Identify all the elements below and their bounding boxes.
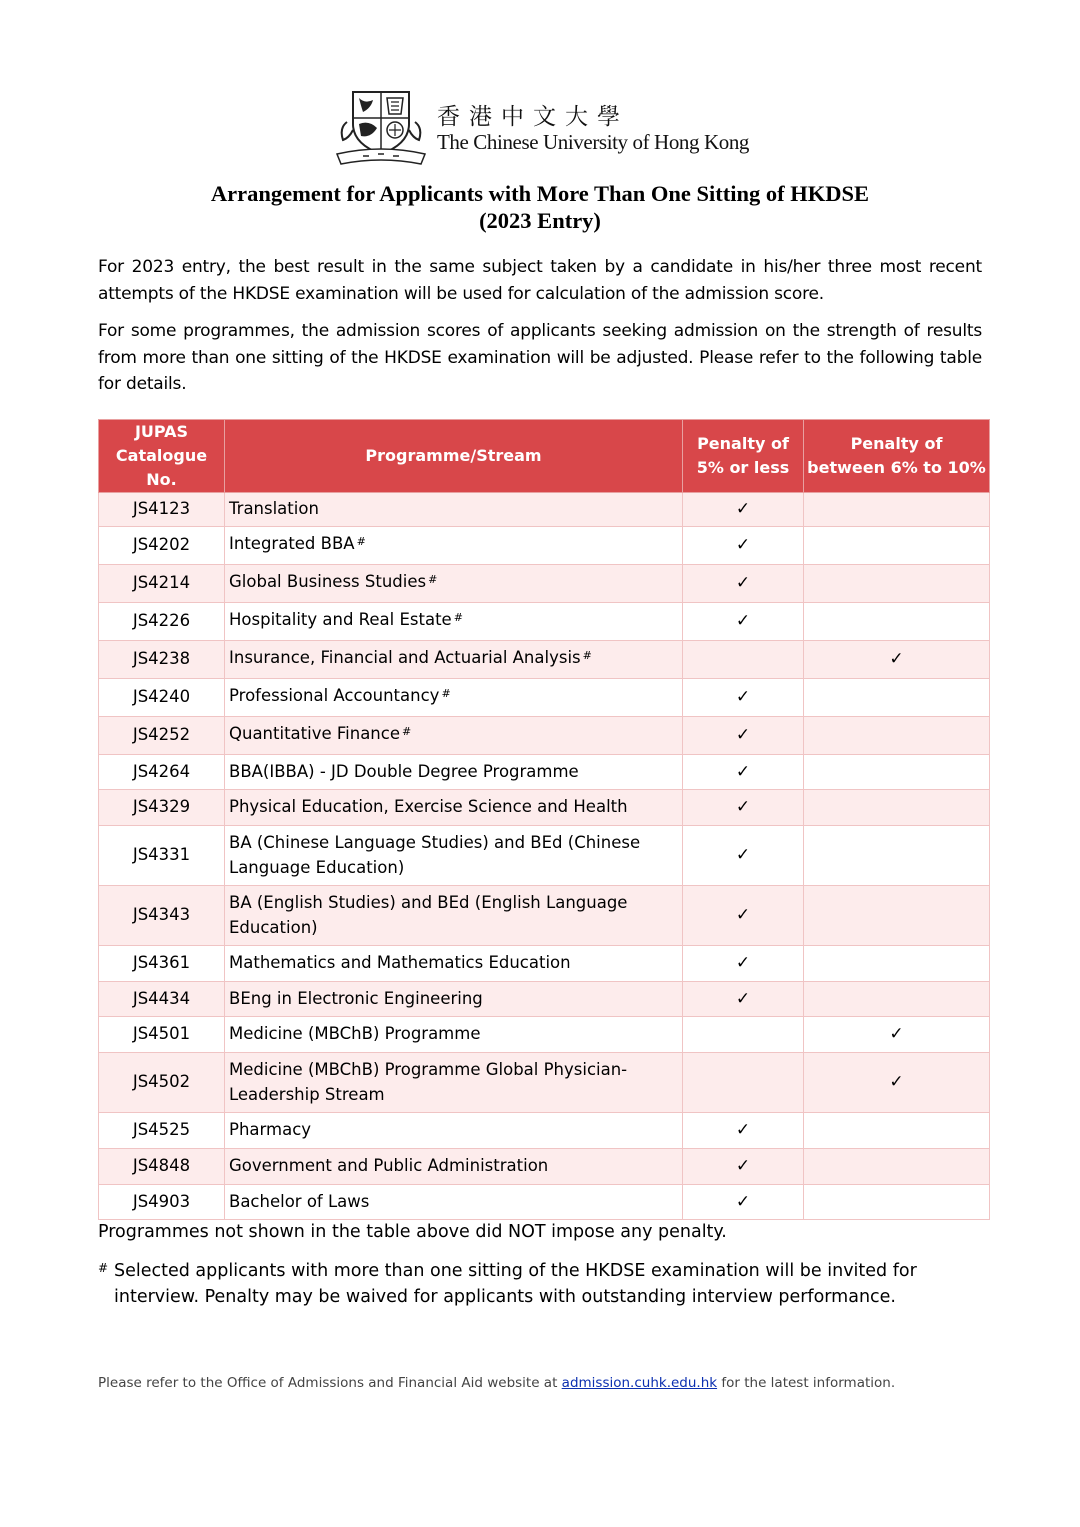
- programme-cell: [225, 1185, 683, 1220]
- programme-cell: [225, 493, 683, 527]
- footer-prefix: Please refer to the Office of Admissions and Financial Aid website at: [98, 1375, 562, 1391]
- checkmark-icon: ✓: [735, 687, 751, 708]
- penalty-10-cell: [804, 886, 990, 946]
- programme-name: Global Business Studies: [229, 572, 427, 592]
- programme-cell: [225, 755, 683, 790]
- programme-cell: [225, 946, 683, 982]
- programme-name: Hospitality and Real Estate: [229, 610, 452, 630]
- penalty-5-cell: [683, 565, 804, 603]
- penalty-5-cell: [683, 1017, 804, 1053]
- penalty-5-cell: [683, 493, 804, 527]
- programme-name: Professional Accountancy: [229, 686, 440, 706]
- penalty-10-cell: [804, 1149, 990, 1185]
- header-catalogue-line-2: Catalogue No.: [115, 446, 208, 489]
- page-title: [0, 180, 1080, 234]
- table-row: [99, 1053, 990, 1113]
- table-row: [99, 493, 990, 527]
- penalty-5-cell: [683, 527, 804, 565]
- header-penalty-10: [804, 420, 990, 493]
- table-row: [99, 1149, 990, 1185]
- programme-cell: [225, 641, 683, 679]
- catalogue-no-cell: JS4214: [99, 565, 225, 603]
- programme-cell: [225, 603, 683, 641]
- university-name-english: The Chinese University of Hong Kong: [437, 130, 750, 154]
- programme-name: Mathematics and Mathematics Education: [229, 953, 571, 973]
- programme-name: BBA(IBBA) - JD Double Degree Programme: [229, 761, 579, 781]
- table-row: [99, 1113, 990, 1149]
- penalty-5-cell: [683, 679, 804, 717]
- penalty-10-cell: [804, 946, 990, 982]
- title-line-2: (2023 Entry): [479, 208, 601, 233]
- penalty-10-cell: [804, 527, 990, 565]
- programme-name: Quantitative Finance: [229, 724, 400, 744]
- penalty-5-cell: [683, 826, 804, 886]
- penalty-5-cell: [683, 641, 804, 679]
- programme-name: Bachelor of Laws: [229, 1191, 370, 1211]
- penalty-5-cell: [683, 886, 804, 946]
- programme-name: Medicine (MBChB) Programme Global Physician-Leadership Stream: [229, 1060, 628, 1104]
- penalty-10-cell: [804, 641, 990, 679]
- catalogue-no-cell: JS4848: [99, 1149, 225, 1185]
- penalty-5-cell: [683, 1149, 804, 1185]
- catalogue-no-cell: JS4361: [99, 946, 225, 982]
- penalty-5-cell: [683, 982, 804, 1017]
- header-catalogue-line-1: JUPAS: [134, 422, 189, 441]
- catalogue-no-cell: JS4434: [99, 982, 225, 1017]
- penalty-5-cell: [683, 946, 804, 982]
- table-row: [99, 886, 990, 946]
- programme-cell: [225, 1053, 683, 1113]
- footer-note: [98, 1375, 895, 1391]
- checkmark-icon: ✓: [735, 725, 751, 746]
- penalty-10-cell: [804, 826, 990, 886]
- table-row: [99, 1185, 990, 1220]
- checkmark-icon: ✓: [735, 1191, 751, 1212]
- interview-hash-mark: #: [582, 649, 592, 663]
- interview-hash-mark: #: [356, 535, 366, 549]
- penalty-10-cell: [804, 1053, 990, 1113]
- hash-footnote-text: Selected applicants with more than one sitting of the HKDSE examination will be invited for interview. Penalty may be waived for applicants with outstanding interview performance.: [114, 1261, 917, 1307]
- checkmark-icon: ✓: [889, 1072, 904, 1093]
- penalty-10-cell: [804, 717, 990, 755]
- programme-name: BEng in Electronic Engineering: [229, 988, 483, 1008]
- programme-cell: [225, 565, 683, 603]
- table-row: [99, 527, 990, 565]
- programme-cell: [225, 679, 683, 717]
- checkmark-icon: ✓: [889, 1024, 904, 1045]
- penalty-10-cell: [804, 790, 990, 826]
- penalty-10-cell: [804, 755, 990, 790]
- penalty-5-cell: [683, 790, 804, 826]
- table-row: [99, 565, 990, 603]
- penalty-10-cell: [804, 982, 990, 1017]
- no-penalty-note: Programmes not shown in the table above did NOT impose any penalty.: [98, 1222, 727, 1242]
- table-row: [99, 603, 990, 641]
- checkmark-icon: ✓: [735, 905, 751, 926]
- header-penalty-5-line-1: Penalty of: [697, 434, 789, 453]
- header-penalty-10-line-2: between 6% to 10%: [807, 458, 986, 477]
- interview-hash-mark: #: [428, 573, 438, 587]
- checkmark-icon: ✓: [735, 611, 751, 632]
- penalty-5-cell: [683, 603, 804, 641]
- checkmark-icon: ✓: [735, 953, 751, 974]
- checkmark-icon: ✓: [735, 499, 751, 520]
- university-name-chinese: 香港中文大學: [437, 104, 629, 130]
- penalty-5-cell: [683, 1113, 804, 1149]
- table-row: [99, 641, 990, 679]
- programme-cell: [225, 886, 683, 946]
- intro-paragraph-2: For some programmes, the admission scores of applicants seeking admission on the strength of results from more than one sitting of the HKDSE examination will be adjusted. Please refer to the following table for details.: [98, 321, 982, 394]
- penalty-10-cell: [804, 493, 990, 527]
- interview-hash-mark: #: [402, 725, 412, 739]
- programme-name: Translation: [229, 499, 319, 519]
- header-catalogue-no: [99, 420, 225, 493]
- penalty-5-cell: [683, 1053, 804, 1113]
- catalogue-no-cell: JS4252: [99, 717, 225, 755]
- penalty-10-cell: [804, 565, 990, 603]
- programme-name: Pharmacy: [229, 1120, 312, 1140]
- programme-cell: [225, 527, 683, 565]
- penalty-5-cell: [683, 1185, 804, 1220]
- penalty-10-cell: [804, 1113, 990, 1149]
- penalty-10-cell: [804, 603, 990, 641]
- table-row: [99, 1017, 990, 1053]
- programme-name: Integrated BBA: [229, 534, 355, 554]
- programme-name: Government and Public Administration: [229, 1156, 549, 1176]
- programme-name: BA (Chinese Language Studies) and BEd (Chinese Language Education): [229, 833, 641, 877]
- penalty-5-cell: [683, 755, 804, 790]
- hash-footnote-mark: #: [98, 1261, 109, 1275]
- programme-cell: [225, 717, 683, 755]
- checkmark-icon: ✓: [735, 535, 751, 556]
- cuhk-crest-logo: [333, 88, 429, 166]
- catalogue-no-cell: JS4331: [99, 826, 225, 886]
- programme-name: BA (English Studies) and BEd (English Language Education): [229, 893, 628, 937]
- university-header: [0, 88, 1080, 168]
- hash-footnote: [98, 1258, 978, 1310]
- table-row: [99, 946, 990, 982]
- checkmark-icon: ✓: [735, 573, 751, 594]
- checkmark-icon: ✓: [735, 845, 751, 866]
- penalty-10-cell: [804, 679, 990, 717]
- table-row: [99, 717, 990, 755]
- programme-cell: [225, 1017, 683, 1053]
- catalogue-no-cell: JS4501: [99, 1017, 225, 1053]
- checkmark-icon: ✓: [735, 988, 751, 1009]
- catalogue-no-cell: JS4525: [99, 1113, 225, 1149]
- catalogue-no-cell: JS4202: [99, 527, 225, 565]
- penalty-table: [98, 419, 990, 1220]
- catalogue-no-cell: JS4903: [99, 1185, 225, 1220]
- penalty-10-cell: [804, 1185, 990, 1220]
- title-line-1: Arrangement for Applicants with More Than One Sitting of HKDSE: [210, 181, 870, 206]
- programme-cell: [225, 790, 683, 826]
- checkmark-icon: ✓: [735, 761, 751, 782]
- catalogue-no-cell: JS4329: [99, 790, 225, 826]
- table-row: [99, 755, 990, 790]
- table-header-row: [99, 420, 990, 493]
- checkmark-icon: ✓: [735, 1156, 751, 1177]
- catalogue-no-cell: JS4238: [99, 641, 225, 679]
- footer-suffix: for the latest information.: [717, 1375, 896, 1391]
- catalogue-no-cell: JS4240: [99, 679, 225, 717]
- penalty-5-cell: [683, 717, 804, 755]
- checkmark-icon: ✓: [735, 1120, 751, 1141]
- programme-cell: [225, 1149, 683, 1185]
- table-row: [99, 826, 990, 886]
- table-row: [99, 982, 990, 1017]
- header-penalty-10-line-1: Penalty of: [850, 434, 943, 453]
- header-penalty-5-line-2: 5% or less: [696, 458, 790, 477]
- catalogue-no-cell: JS4226: [99, 603, 225, 641]
- catalogue-no-cell: JS4343: [99, 886, 225, 946]
- checkmark-icon: ✓: [889, 649, 904, 670]
- catalogue-no-cell: JS4264: [99, 755, 225, 790]
- header-penalty-5: [683, 420, 804, 493]
- admission-website-link[interactable]: admission.cuhk.edu.hk: [561, 1375, 718, 1391]
- programme-cell: [225, 982, 683, 1017]
- checkmark-icon: ✓: [735, 797, 751, 818]
- catalogue-no-cell: JS4123: [99, 493, 225, 527]
- programme-name: Physical Education, Exercise Science and Health: [229, 797, 628, 817]
- table-body: [99, 493, 990, 1220]
- interview-hash-mark: #: [453, 611, 463, 625]
- header-programme: Programme/Stream: [225, 420, 683, 493]
- programme-name: Insurance, Financial and Actuarial Analysis: [229, 648, 581, 668]
- penalty-10-cell: [804, 1017, 990, 1053]
- programme-cell: [225, 826, 683, 886]
- table-row: [99, 790, 990, 826]
- catalogue-no-cell: JS4502: [99, 1053, 225, 1113]
- intro-paragraph-1: For 2023 entry, the best result in the same subject taken by a candidate in his/her three most recent attempts of the HKDSE examination will be used for calculation of the admission score.: [98, 257, 982, 304]
- programme-cell: [225, 1113, 683, 1149]
- table-row: [99, 679, 990, 717]
- programme-name: Medicine (MBChB) Programme: [229, 1024, 481, 1044]
- interview-hash-mark: #: [441, 687, 451, 701]
